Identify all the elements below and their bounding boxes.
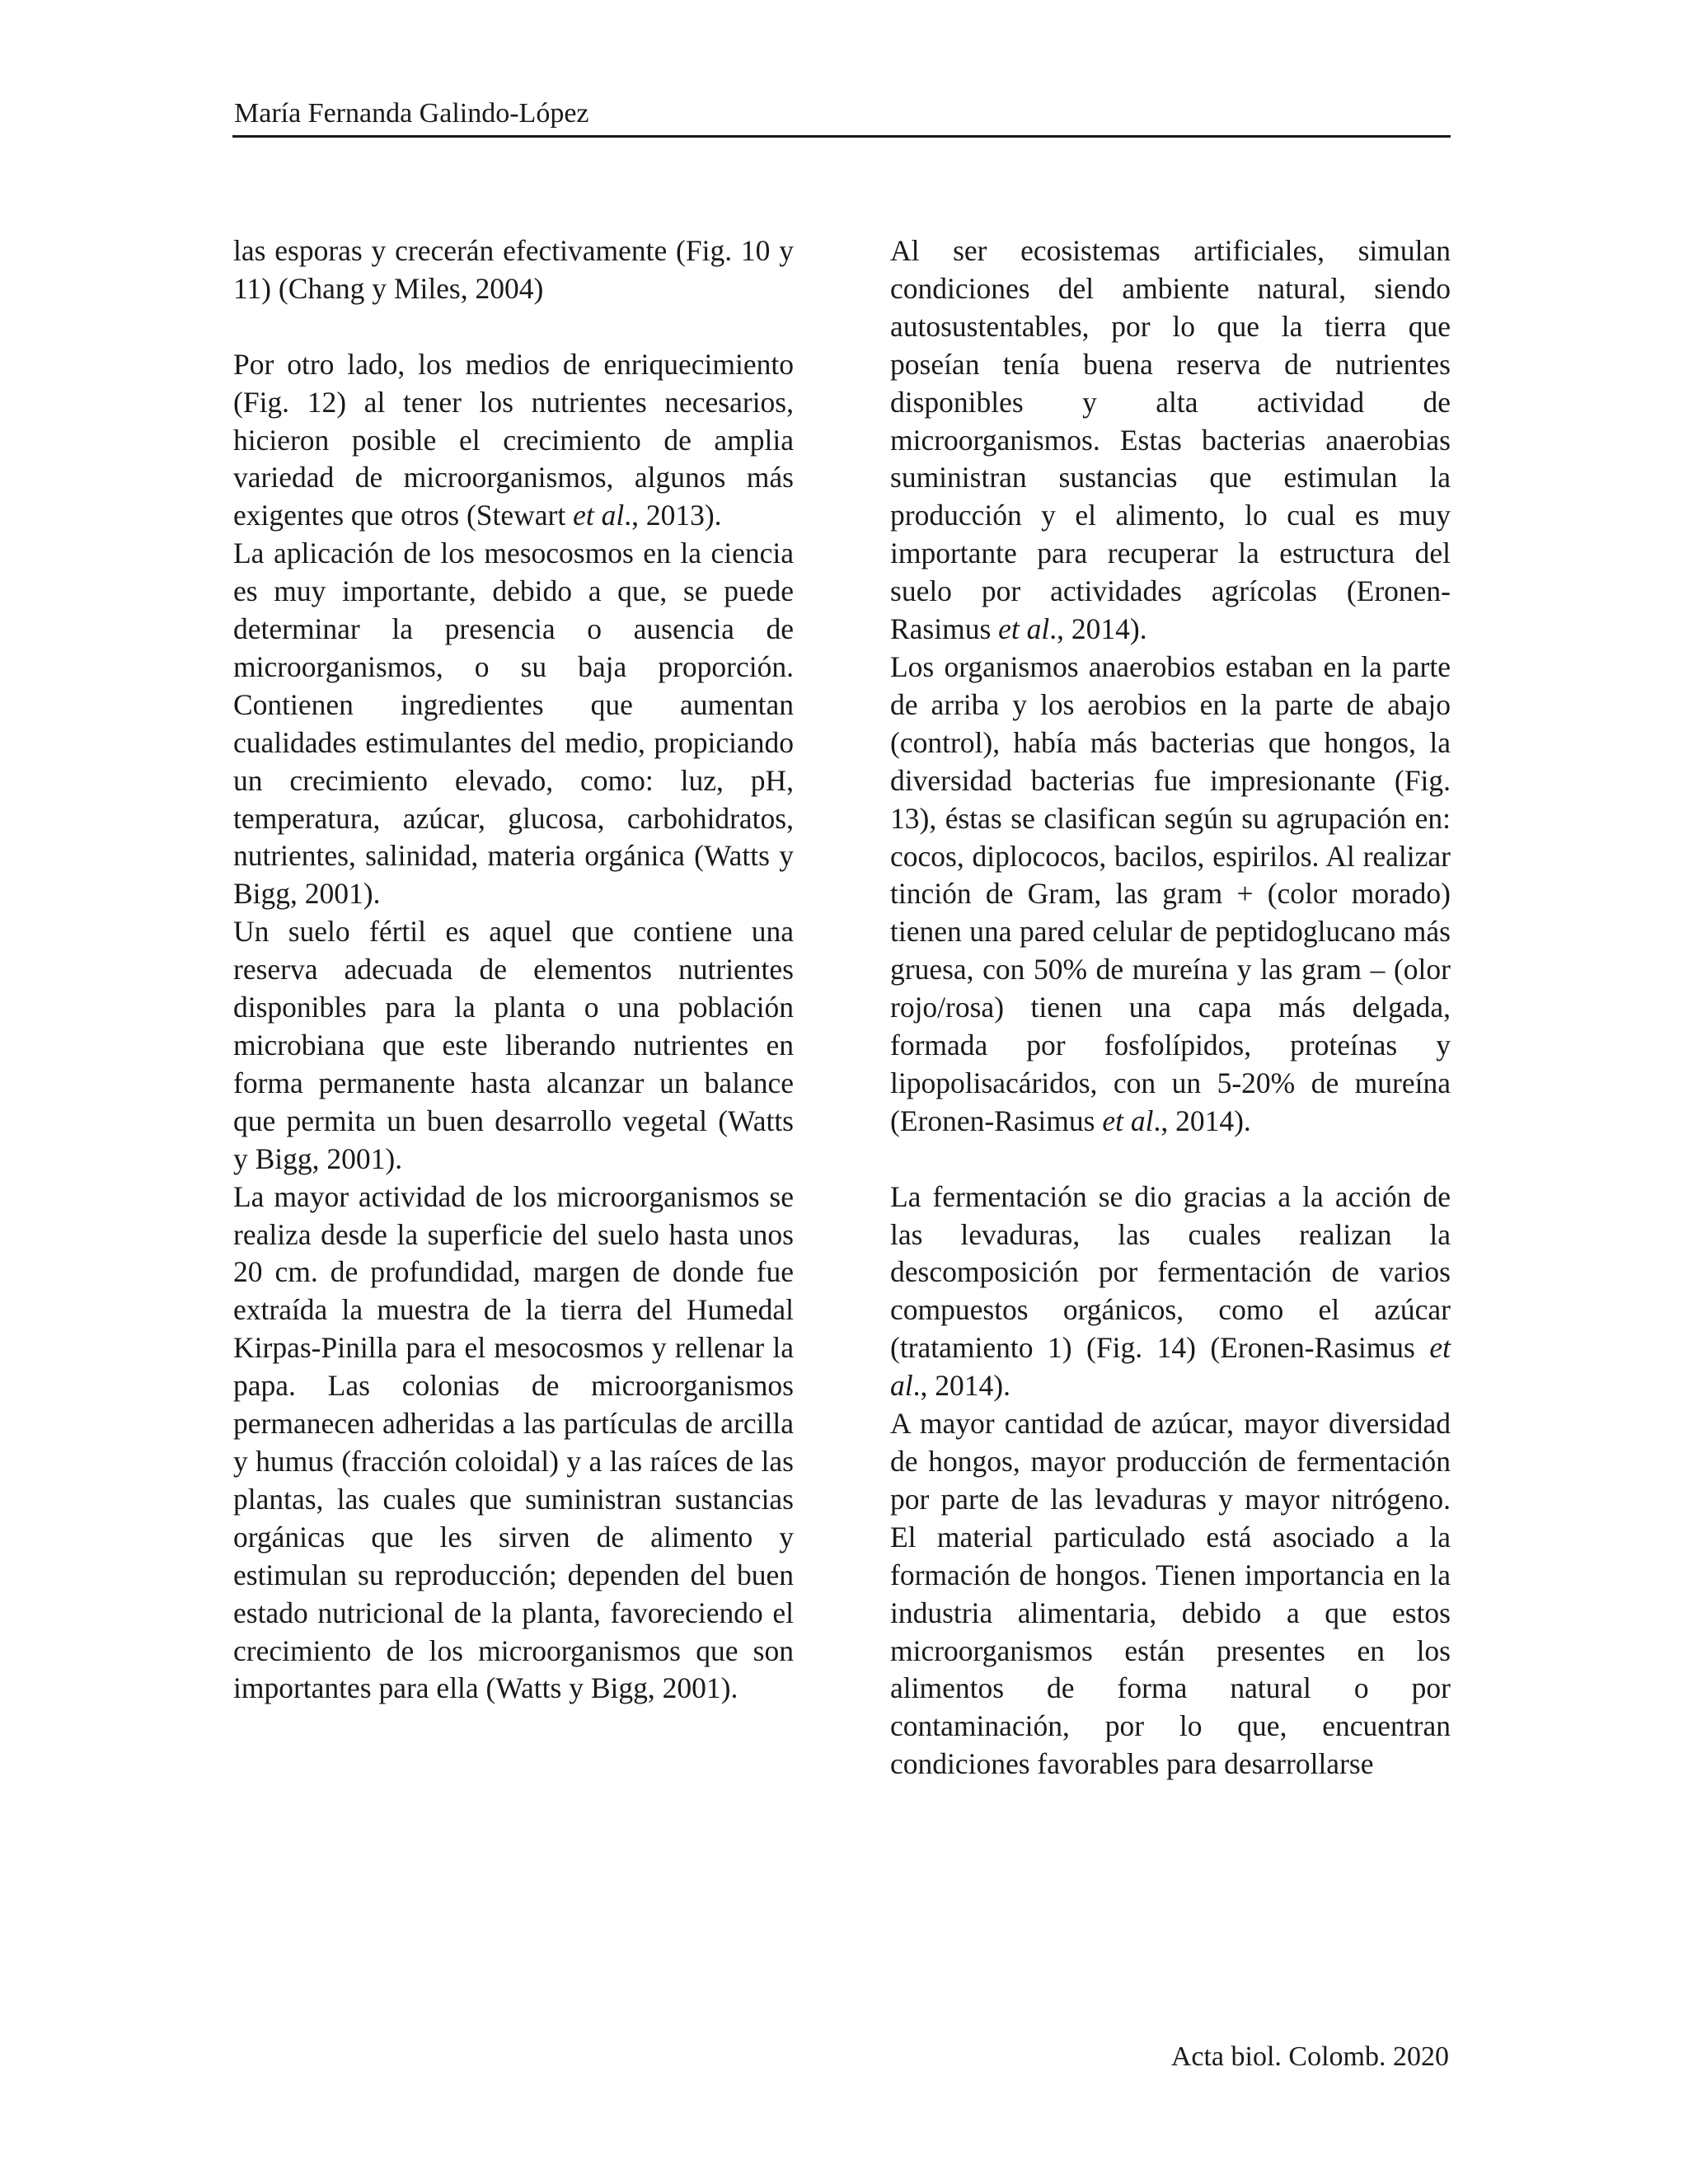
italic-segment: et al <box>890 1331 1451 1403</box>
italic-segment: et al <box>998 612 1050 646</box>
text-segment: La mayor actividad de los microorganismos se realiza desde la superficie del suelo hasta unos 20 cm. de profundidad, margen de donde fue extraída la muestra de la tierra del Humedal Kirpas-Pinilla para el mesocosmos y rellenar la papa. Las colonias de microorganismos permanecen adheridas a las partículas de arcilla y humus (fracción coloidal) y a las raíces de las plantas, las cuales que suministran sustancias orgánicas que les sirven de alimento y estimulan su reproducción; dependen del buen estado nutricional de la planta, favoreciendo el crecimiento de los microorganismos que son importantes para ella (Watts y Bigg, 2001). <box>233 1179 794 1705</box>
text-segment: ., 2014). <box>1049 612 1147 646</box>
paragraph <box>890 649 1451 1141</box>
text-segment: Por otro lado, los medios de enriquecimiento (Fig. 12) al tener los nutrientes necesarios, hicieron posible el crecimiento de amplia variedad de microorganismos, algunos más exigentes que otros (Stewart <box>233 347 794 532</box>
left-column <box>233 232 794 1708</box>
italic-segment: et al <box>573 499 625 532</box>
text-segment: ., 2014). <box>1153 1104 1251 1137</box>
running-header <box>232 96 1451 138</box>
footer-journal: Acta biol. Colomb. 2020 <box>1170 2041 1449 2072</box>
text-segment: Los organismos anaerobios estaban en la parte de arriba y los aerobios en la parte de abajo (control), había más bacterias que hongos, la diversidad bacterias fue impresionante (Fig. 13), éstas se clasifican según su agrupación en: cocos, diplococos, bacilos, espirilos. Al realizar tinción de Gram, las gram + (color morado) tienen una pared celular de peptidoglucano más gruesa, con 50% de mureína y las gram – (olor rojo/rosa) tienen una capa más delgada, formada por fosfolípidos, proteínas y lipopolisacáridos, con un 5-20% de mureína (Eronen-Rasimus <box>890 649 1451 1137</box>
paragraph <box>233 232 794 308</box>
text-segment: ., 2013). <box>624 499 722 532</box>
header-author: María Fernanda Galindo-López <box>234 98 589 129</box>
text-segment: Un suelo fértil es aquel que contiene una reserva adecuada de elementos nutrientes disponibles para la planta o una población microbiana que este liberando nutrientes en forma permanente hasta alcanzar un balance que permita un buen desarrollo vegetal (Watts y Bigg, 2001). <box>233 915 794 1175</box>
text-segment: La aplicación de los mesocosmos en la ciencia es muy importante, debido a que, se puede determinar la presencia o ausencia de microorganismos, o su baja proporción. Contienen ingredientes que aumentan cualidades estimulantes del medio, propiciando un crecimiento elevado, como: luz, pH, temperatura, azúcar, glucosa, carbohidratos, nutrientes, salinidad, materia orgánica (Watts y Bigg, 2001). <box>233 537 794 911</box>
italic-segment: et al <box>1102 1104 1154 1137</box>
paragraph <box>233 913 794 1178</box>
text-segment: las esporas y crecerán efectivamente (Fig. 10 y 11) (Chang y Miles, 2004) <box>233 234 794 305</box>
text-segment: La fermentación se dio gracias a la acción de las levaduras, las cuales realizan la descomposición por fermentación de varios compuestos orgánicos, como el azúcar (tratamiento 1) (Fig. 14) (Eronen-Rasimus <box>890 1179 1451 1365</box>
paragraph <box>890 1179 1451 1405</box>
paragraph <box>890 1405 1451 1783</box>
paragraph <box>233 346 794 536</box>
right-column <box>890 232 1451 1783</box>
text-segment: ., 2014). <box>912 1369 1010 1403</box>
paragraph <box>233 1179 794 1708</box>
paragraph <box>890 232 1451 649</box>
text-segment: A mayor cantidad de azúcar, mayor diversidad de hongos, mayor producción de fermentación por parte de las levaduras y mayor nitrógeno. El material particulado está asociado a la formación de hongos. Tienen importancia en la industria alimentaria, debido a que estos microorganismos están presentes en los alimentos de forma natural o por contaminación, por lo que, encuentran condiciones favorables para desarrollarse <box>890 1407 1451 1781</box>
text-segment: Al ser ecosistemas artificiales, simulan condiciones del ambiente natural, siendo autosustentables, por lo que la tierra que poseían tenía buena reserva de nutrientes disponibles y alta actividad de microorganismos. Estas bacterias anaerobias suministran sustancias que estimulan la producción y el alimento, lo cual es muy importante para recuperar la estructura del suelo por actividades agrícolas (Eronen-Rasimus <box>890 234 1451 646</box>
paragraph <box>233 535 794 913</box>
running-footer <box>1171 2041 1449 2074</box>
